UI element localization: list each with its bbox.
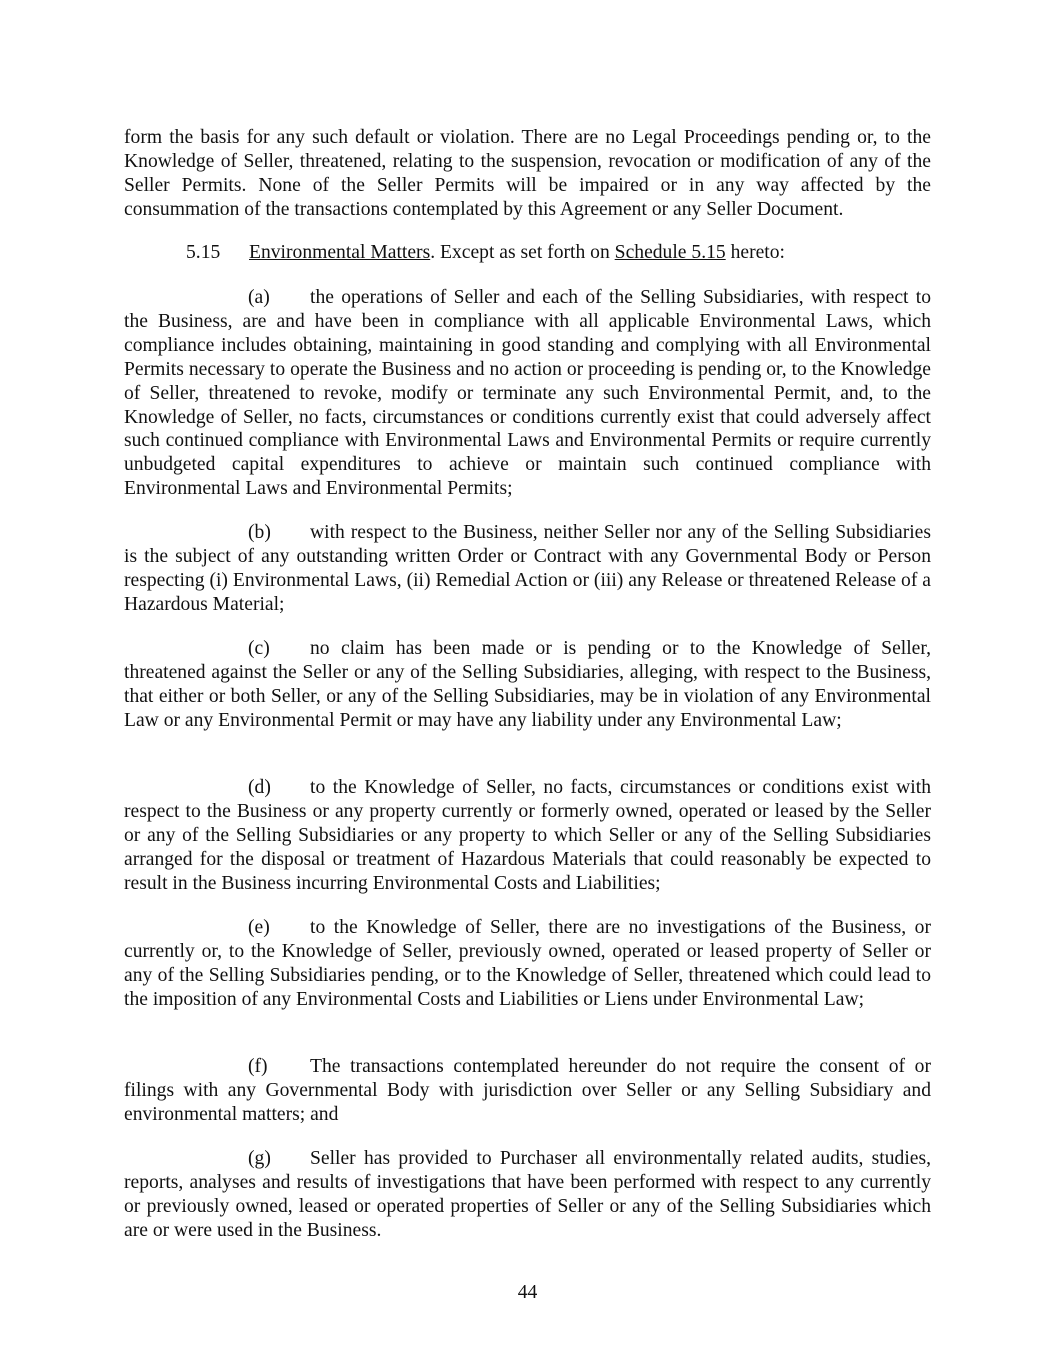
list-item-b (124, 521, 931, 617)
item-text: to the Knowledge of Seller, there are no investigations of the Business, or currently or, to the Knowledge of Seller, previously owned, operated or leased property of Seller or any of the Selling Subsidiaries pending, or to the Knowledge of Seller, threatened which could lead to the imposition of any Environmental Costs and Liabilities or Liens under Environmental Law; (124, 917, 931, 1010)
item-marker: (d) (248, 777, 271, 798)
list-item-g (124, 1147, 931, 1243)
item-marker: (c) (248, 638, 270, 659)
section-title: Environmental Matters (249, 242, 431, 263)
item-text: with respect to the Business, neither Seller nor any of the Selling Subsidiaries is the subject of any outstanding written Order or Contract with any Governmental Body or Person respecting (i) Environmental Laws, (ii) Remedial Action or (iii) any Release or threatened Release of a Hazardous Material; (124, 522, 931, 615)
item-marker: (f) (248, 1056, 268, 1077)
item-text: The transactions contemplated hereunder do not require the consent of or filings with any Governmental Body with jurisdiction over Seller or any Selling Subsidiary and environmental matters; and (124, 1056, 931, 1125)
section-heading (186, 241, 931, 265)
list-item-f (124, 1055, 931, 1127)
page-number: 44 (517, 1282, 538, 1303)
schedule-reference: Schedule 5.15 (614, 242, 726, 263)
list-item-c (124, 637, 931, 733)
section-number: 5.15 (186, 242, 221, 263)
item-marker: (e) (248, 917, 270, 938)
list-item-a (124, 286, 931, 501)
list-item-e (124, 916, 931, 1012)
item-marker: (a) (248, 287, 270, 308)
item-text: to the Knowledge of Seller, no facts, circumstances or conditions exist with respect to the Business or any property currently or formerly owned, operated or leased by the Seller or any of the Selling Subsidiaries or any property to which Seller or any of the Selling Subsidiaries arranged for the disposal or treatment of Hazardous Materials that could reasonably be expected to result in the Business incurring Environmental Costs and Liabilities; (124, 777, 931, 894)
item-text: the operations of Seller and each of the Selling Subsidiaries, with respect to the Business, are and have been in compliance with all applicable Environmental Laws, which compliance includes obtaining, maintaining in good standing and complying with all Environmental Permits necessary to operate the Business and no action or proceeding is pending or, to the Knowledge of Seller, threatened to revoke, modify or terminate any such Environmental Permit, and, to the Knowledge of Seller, no facts, circumstances or conditions currently exist that could adversely affect such continued compliance with Environmental Laws and Environmental Permits or require currently unbudgeted capital expenditures to achieve or maintain such continued compliance with Environmental Laws and Environmental Permits; (124, 287, 931, 500)
item-text: no claim has been made or is pending or to the Knowledge of Seller, threatened against the Seller or any of the Selling Subsidiaries, alleging, with respect to the Business, that either or both Seller, or any of the Selling Subsidiaries, may be in violation of any Environmental Law or any Environmental Permit or may have any liability under any Environmental Law; (124, 638, 931, 731)
intro-paragraph: form the basis for any such default or violation. There are no Legal Proceedings pending or, to the Knowledge of Seller, threatened, relating to the suspension, revocation or modification of any of the Seller Permits. None of the Seller Permits will be impaired or in any way affected by the consummation of the transactions contemplated by this Agreement or any Seller Document. (124, 127, 931, 220)
item-marker: (g) (248, 1148, 271, 1169)
section-heading-tail: hereto: (725, 242, 785, 263)
section-heading-text: . Except as set forth on (430, 242, 615, 263)
item-text: Seller has provided to Purchaser all environmentally related audits, studies, reports, analyses and results of investigations that have been performed with respect to any currently or previously owned, leased or operated properties of Seller or any of the Selling Subsidiaries which are or were used in the Business. (124, 1148, 931, 1241)
list-item-d (124, 776, 931, 896)
item-marker: (b) (248, 522, 271, 543)
